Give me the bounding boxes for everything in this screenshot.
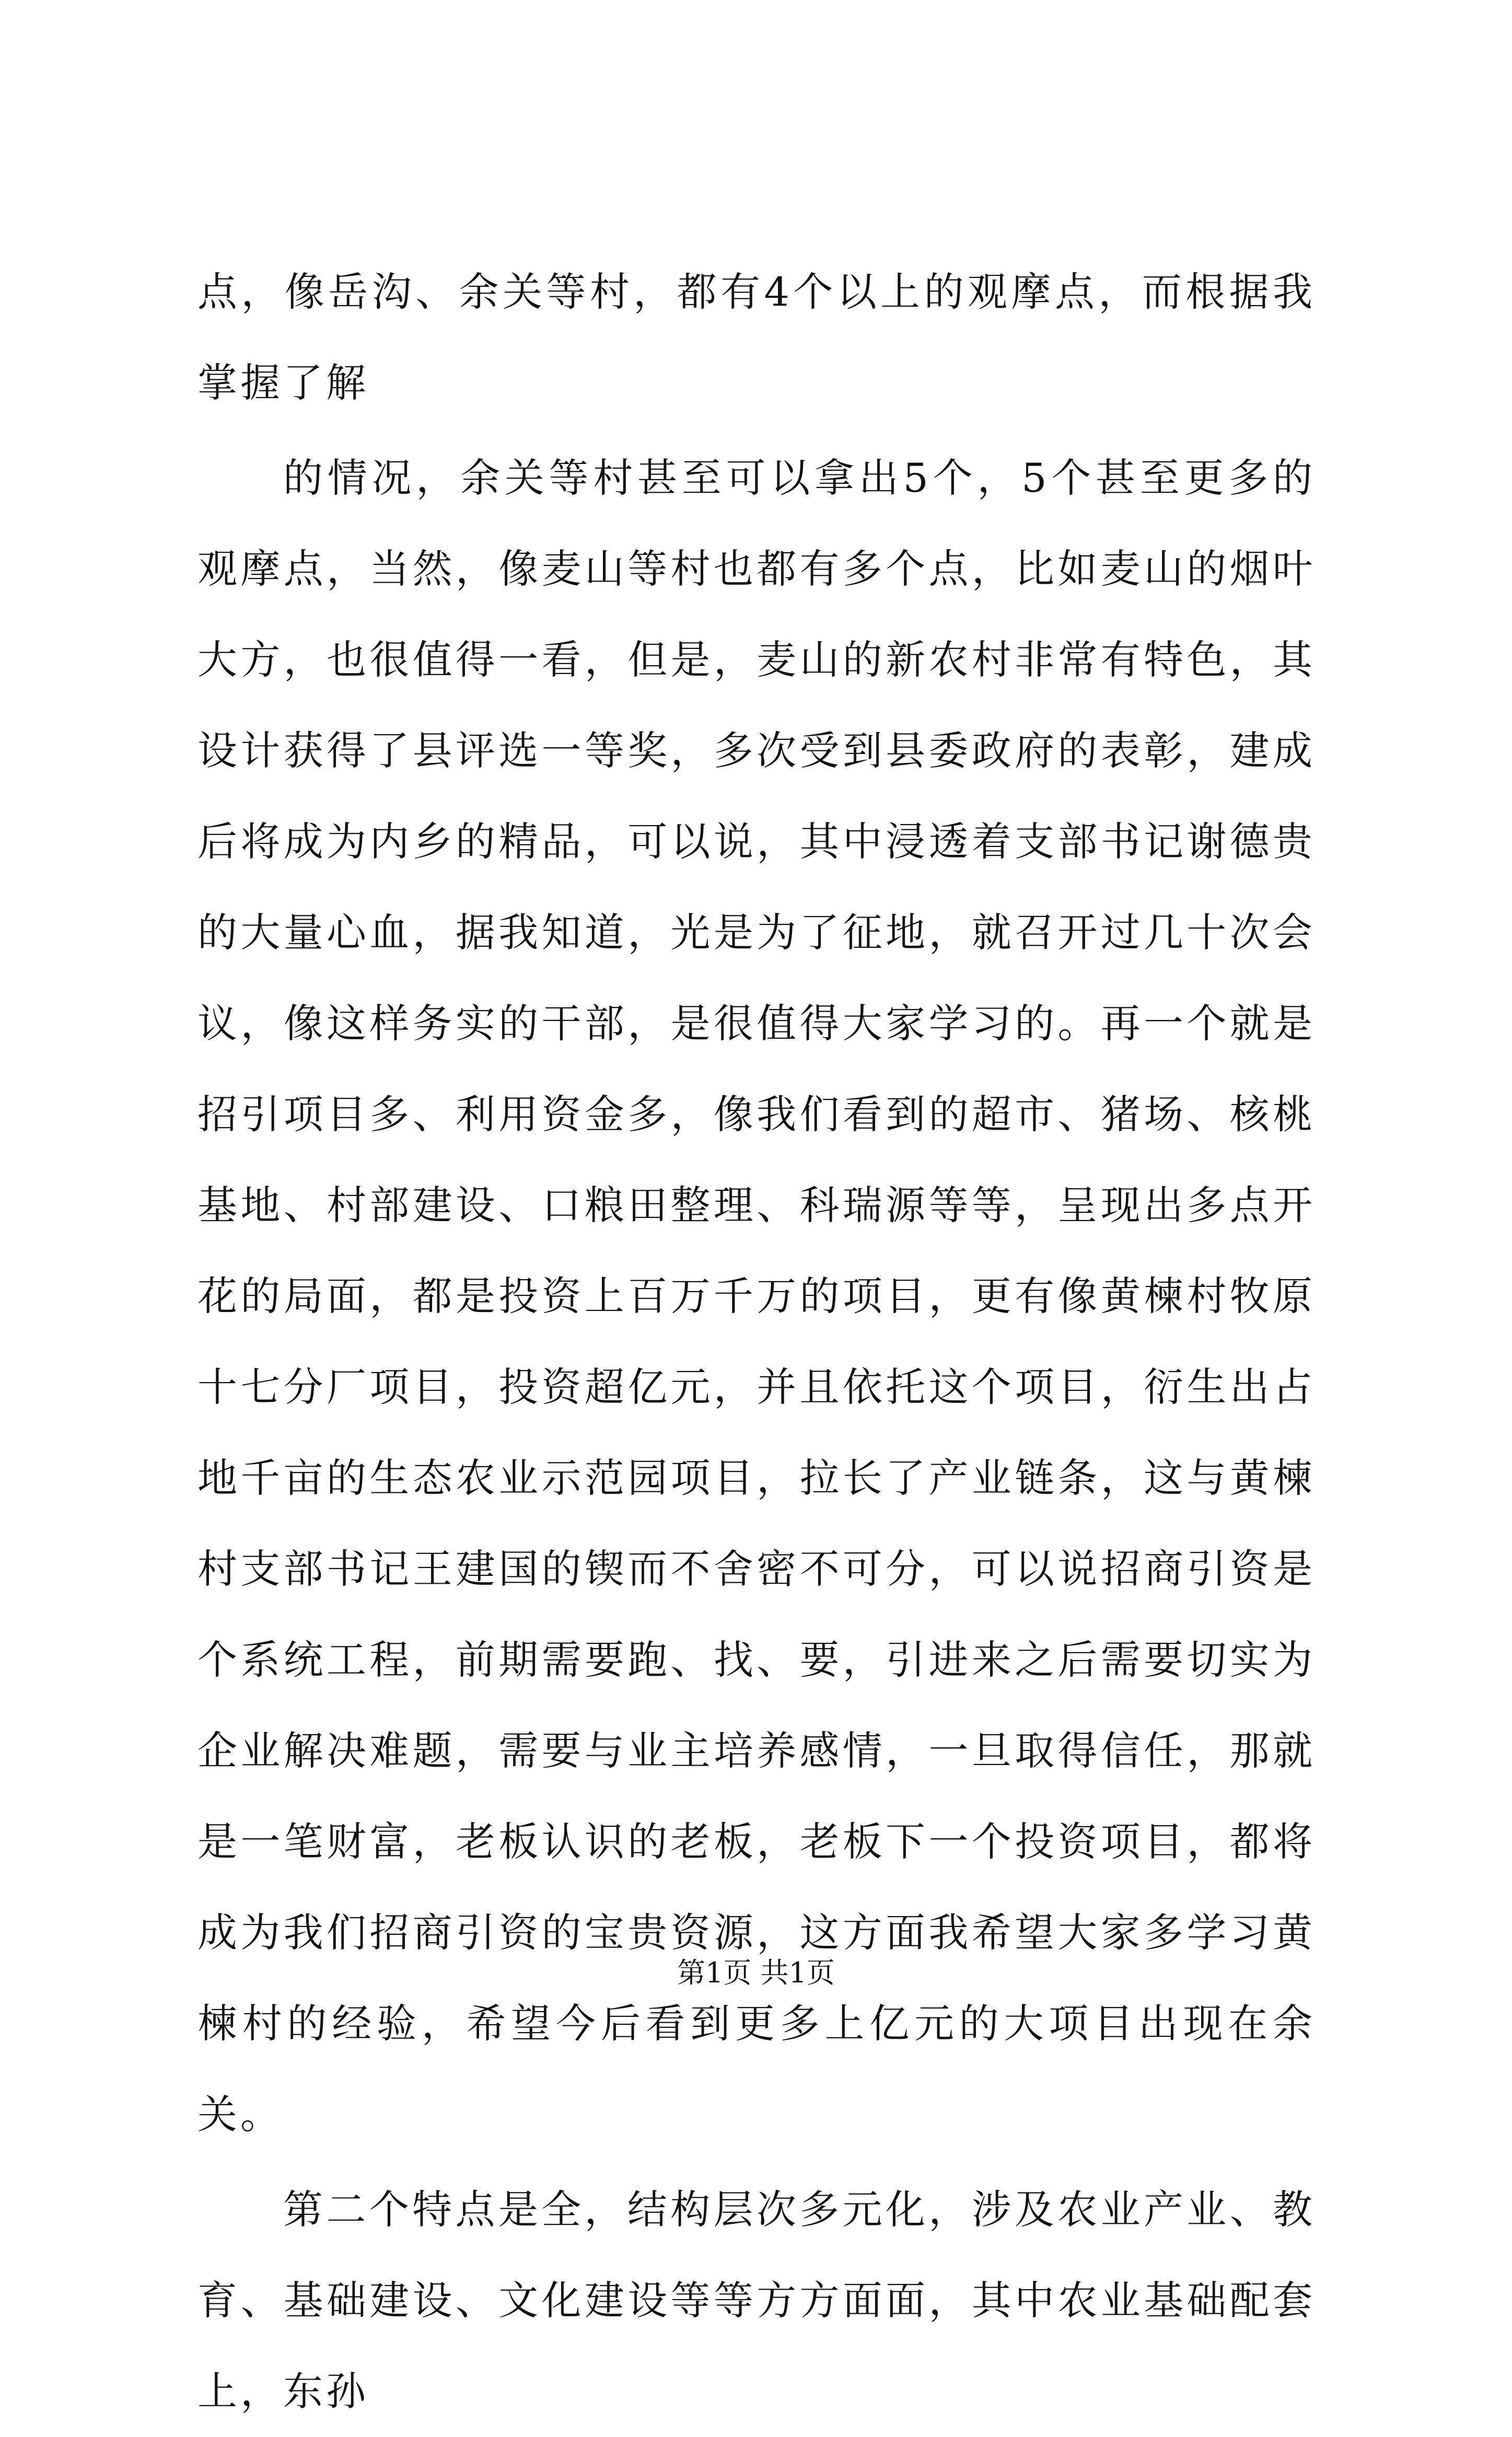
paragraph-2: 的情况，余关等村甚至可以拿出5个，5个甚至更多的观摩点，当然，像麦山等村也都有多个点，比如麦山的烟叶大方，也很值得一看，但是，麦山的新农村非常有特色，其设计获得了县评选一等奖，多次受到县委政府的表彰，建成后将成为内乡的精品，可以说，其中浸透着支部书记谢德贵的大量心血，据我知道，光是为了征地，就召开过几十次会议，像这样务实的干部，是很值得大家学习的。再一个就是招引项目多、利用资金多，像我们看到的超市、猪场、核桃基地、村部建设、口粮田整理、科瑞源等等，呈现出多点开花的局面，都是投资上百万千万的项目，更有像黄楝村牧原十七分厂项目，投资超亿元，并且依托这个项目，衍生出占地千亩的生态农业示范园项目，拉长了产业链条，这与黄楝村支部书记王建国的锲而不舍密不可分，可以说招商引资是个系统工程，前期需要跑、找、要，引进来之后需要切实为企业解决难题，需要与业主培养感情，一旦取得信任，那就是一笔财富，老板认识的老板，老板下一个投资项目，都将成为我们招商引资的宝贵资源，这方面我希望大家多学习黄楝村的经验，希望今后看到更多上亿元的大项目出现在余关。 <box>197 455 1316 2138</box>
page-footer: 第1页 共1页 <box>677 1956 835 1989</box>
document-body <box>197 247 1316 2437</box>
paragraph-3: 第二个特点是全，结构层次多元化，涉及农业产业、教育、基础建设、文化建设等等方方面面，其中农业基础配套上，东孙 <box>197 2186 1316 2415</box>
paragraph-1: 点，像岳沟、余关等村，都有4个以上的观摩点，而根据我掌握了解 <box>197 269 1316 406</box>
